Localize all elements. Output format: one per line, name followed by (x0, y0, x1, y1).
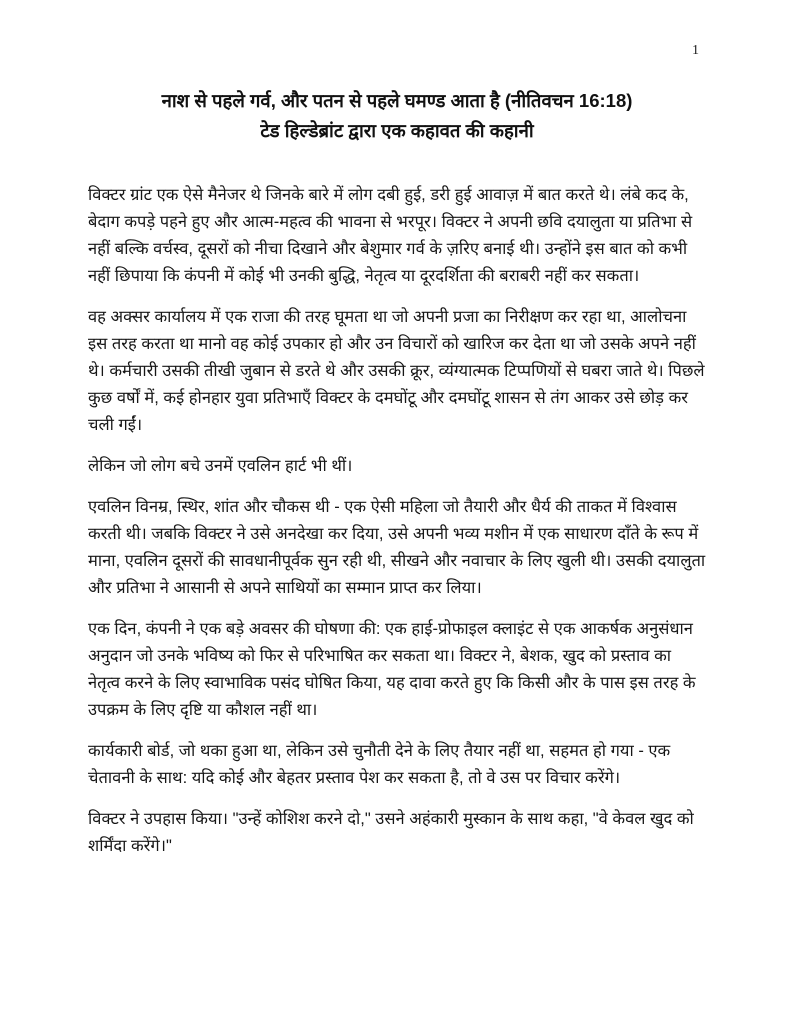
document-title: नाश से पहले गर्व, और पतन से पहले घमण्ड आता है (नीतिवचन 16:18) (161, 90, 633, 111)
page-content (88, 86, 706, 874)
paragraph-2: वह अक्सर कार्यालय में एक राजा की तरह घूमता था जो अपनी प्रजा का निरीक्षण कर रहा था, आलोचना इस तरह करता था मानो वह कोई उपकार हो और उन विचारों को खारिज कर देता था जो उसके अपने नहीं थे। कर्मचारी उसकी तीखी जुबान से डरते थे और उसकी क्रूर, व्यंग्यात्मक टिप्पणियों से घबरा जाते थे। पिछले कुछ वर्षों में, कई होनहार युवा प्रतिभाएँ विक्टर के दमघोंटू और दमघोंटू शासन से तंग आकर उसे छोड़ कर चली गईं। (88, 308, 705, 434)
paragraph-5: एक दिन, कंपनी ने एक बड़े अवसर की घोषणा की: एक हाई-प्रोफाइल क्लाइंट से एक आकर्षक अनुसंधान अनुदान जो उनके भविष्य को फिर से परिभाषित कर सकता था। विक्टर ने, बेशक, खुद को प्रस्ताव का नेतृत्व करने के लिए स्वाभाविक पसंद घोषित किया, यह दावा करते हुए कि किसी और के पास इस तरह के उपक्रम के लिए दृष्टि या कौशल नहीं था। (88, 620, 696, 719)
paragraph-3: लेकिन जो लोग बचे उनमें एवलिन हार्ट भी थीं। (88, 457, 353, 475)
paragraph-7: विक्टर ने उपहास किया। "उन्हें कोशिश करने दो," उसने अहंकारी मुस्कान के साथ कहा, "वे केवल खुद को शर्मिंदा करेंगे।" (88, 810, 694, 855)
document-subtitle: टेड हिल्डेब्रांट द्वारा एक कहावत की कहानी (260, 120, 534, 141)
paragraph-6: कार्यकारी बोर्ड, जो थका हुआ था, लेकिन उसे चुनौती देने के लिए तैयार नहीं था, सहमत हो गया - एक चेतावनी के साथ: यदि कोई और बेहतर प्रस्ताव पेश कर सकता है, तो वे उस पर विचार करेंगे। (88, 742, 671, 787)
title-block (88, 86, 706, 146)
paragraph-4: एवलिन विनम्र, स्थिर, शांत और चौकस थी - एक ऐसी महिला जो तैयारी और धैर्य की ताकत में विश्वास करती थी। जबकि विक्टर ने उसे अनदेखा कर दिया, उसे अपनी भव्य मशीन में एक साधारण दाँते के रूप में माना, एवलिन दूसरों की सावधानीपूर्वक सुन रही थी, सीखने और नवाचार के लिए खुली थी। उसकी दयालुता और प्रतिभा ने आसानी से अपने साथियों का सम्मान प्राप्त कर लिया। (88, 498, 706, 597)
body-text (88, 182, 706, 860)
page-number: 1 (692, 43, 699, 58)
paragraph-1: विक्टर ग्रांट एक ऐसे मैनेजर थे जिनके बारे में लोग दबी हुई, डरी हुई आवाज़ में बात करते थे। लंबे कद के, बेदाग कपड़े पहने हुए और आत्म-महत्व की भावना से भरपूर। विक्टर ने अपनी छवि दयालुता या प्रतिभा से नहीं बल्कि वर्चस्व, दूसरों को नीचा दिखाने और बेशुमार गर्व के ज़रिए बनाई थी। उन्होंने इस बात को कभी नहीं छिपाया कि कंपनी में कोई भी उनकी बुद्धि, नेतृत्व या दूरदर्शिता की बराबरी नहीं कर सकता। (88, 186, 693, 285)
